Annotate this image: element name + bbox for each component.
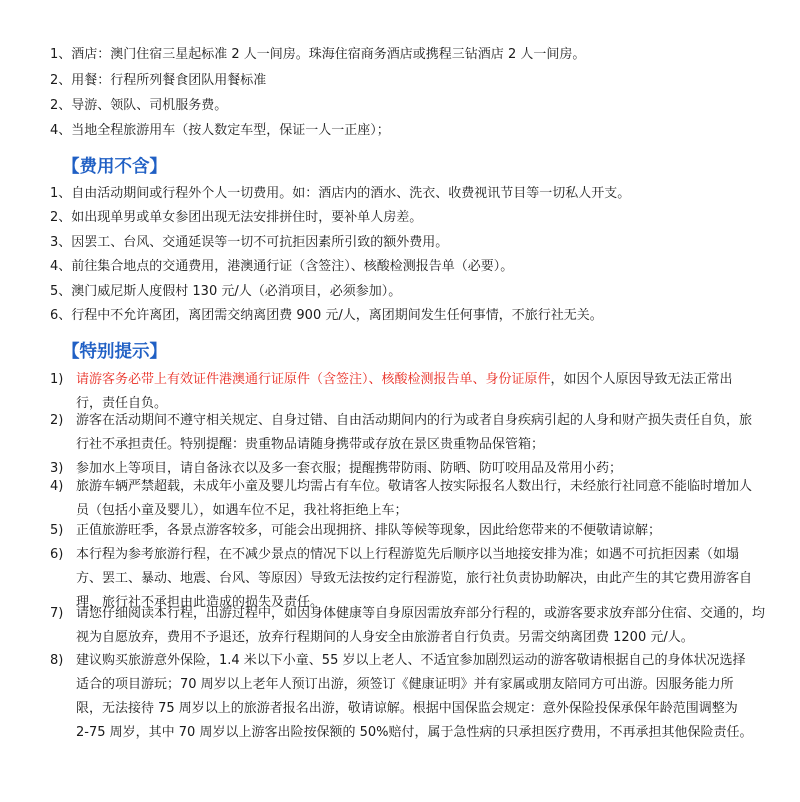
note-7: 请您仔细阅读本行程，出游过程中，如因身体健康等自身原因需放弃部分行程的，或游客要求放弃部分住宿、交通的，均视为自愿放弃，费用不予退还，放弃行程期间的人身安全由旅游者自行负责。另需交纳离团费 1200 元/人。 bbox=[76, 606, 766, 645]
included-item-4: 4、当地全程旅游用车（按人数定车型，保证一人一正座）； bbox=[50, 123, 390, 138]
note-number: 4) bbox=[50, 479, 64, 494]
excluded-item-6: 6、行程中不允许离团，离团需交纳离团费 900 元/人，离团期间发生任何事情，不旅行社无关。 bbox=[50, 308, 603, 323]
note-number: 7) bbox=[50, 606, 64, 621]
included-item-2: 2、用餐：行程所列餐食团队用餐标准 bbox=[50, 73, 267, 88]
note-number: 1) bbox=[50, 372, 64, 387]
note-1-highlight: 请游客务必带上有效证件港澳通行证原件（含签注）、核酸检测报告单、身份证原件 bbox=[76, 372, 551, 387]
excluded-heading: 【费用不含】 bbox=[62, 157, 167, 177]
excluded-item-1: 1、自由活动期间或行程外个人一切费用。如：酒店内的酒水、洗衣、收费视讯节目等一切私人开支。 bbox=[50, 186, 631, 201]
note-8: 建议购买旅游意外保险，1.4 米以下小童、55 岁以上老人、不适宜参加剧烈运动的游客敬请根据自己的身体状况选择适合的项目游玩；70 周岁以上老年人预订出游，须签订《健康证明》并有家属或朋友陪同方可出游。因服务能力所限，无法接待 75 周岁以上的旅游者报名出游，敬请谅解。根据中国保监会规定：意外保险投保承保年龄范围调整为 2-75 周岁，其中 70 周岁以上游客出险按保额的 50%赔付，属于急性病的只承担医疗费用，不再承担其他保险责任。 bbox=[76, 653, 753, 740]
note-number: 5) bbox=[50, 523, 64, 538]
note-number: 6) bbox=[50, 547, 64, 562]
excluded-item-3: 3、因罢工、台风、交通延误等一切不可抗拒因素所引致的额外费用。 bbox=[50, 235, 449, 250]
note-number: 2) bbox=[50, 413, 64, 428]
excluded-item-5: 5、澳门威尼斯人度假村 130 元/人（必消项目，必须参加）。 bbox=[50, 284, 402, 299]
note-number: 8) bbox=[50, 653, 64, 668]
note-5: 正值旅游旺季，各景点游客较多，可能会出现拥挤、排队等候等现象，因此给您带来的不便敬请谅解； bbox=[76, 523, 662, 538]
note-1-text: ，如因个人原因导致无法正常出行，责任自负。 bbox=[76, 372, 733, 411]
note-2: 游客在活动期间不遵守相关规定、自身过错、自由活动期间内的行为或者自身疾病引起的人身和财产损失责任自负，旅行社不承担责任。特别提醒：贵重物品请随身携带或存放在景区贵重物品保管箱； bbox=[76, 413, 753, 452]
notes-heading: 【特别提示】 bbox=[62, 342, 167, 362]
included-item-1: 1、酒店：澳门住宿三星起标准 2 人一间房。珠海住宿商务酒店或携程三钻酒店 2 人一间房。 bbox=[50, 47, 586, 62]
note-4: 旅游车辆严禁超载，未成年小童及婴儿均需占有车位。敬请客人按实际报名人数出行，未经旅行社同意不能临时增加人员（包括小童及婴儿），如遇车位不足，我社将拒绝上车； bbox=[76, 479, 753, 518]
note-3: 参加水上等项目，请自备泳衣以及多一套衣服；提醒携带防雨、防晒、防叮咬用品及常用小药； bbox=[76, 461, 623, 476]
note-6: 本行程为参考旅游行程，在不减少景点的情况下以上行程游览先后顺序以当地接安排为准；如遇不可抗拒因素（如塌方、罢工、暴动、地震、台风、等原因）导致无法按约定行程游览，旅行社负责协助解决，由此产生的其它费用游客自理，旅行社不承担由此造成的损失及责任。 bbox=[76, 547, 753, 610]
excluded-item-2: 2、如出现单男或单女参团出现无法安排拼住时，要补单人房差。 bbox=[50, 210, 423, 225]
included-item-3: 2、导游、领队、司机服务费。 bbox=[50, 98, 228, 113]
excluded-item-4: 4、前往集合地点的交通费用，港澳通行证（含签注）、核酸检测报告单（必要）。 bbox=[50, 259, 514, 274]
note-number: 3) bbox=[50, 461, 64, 476]
